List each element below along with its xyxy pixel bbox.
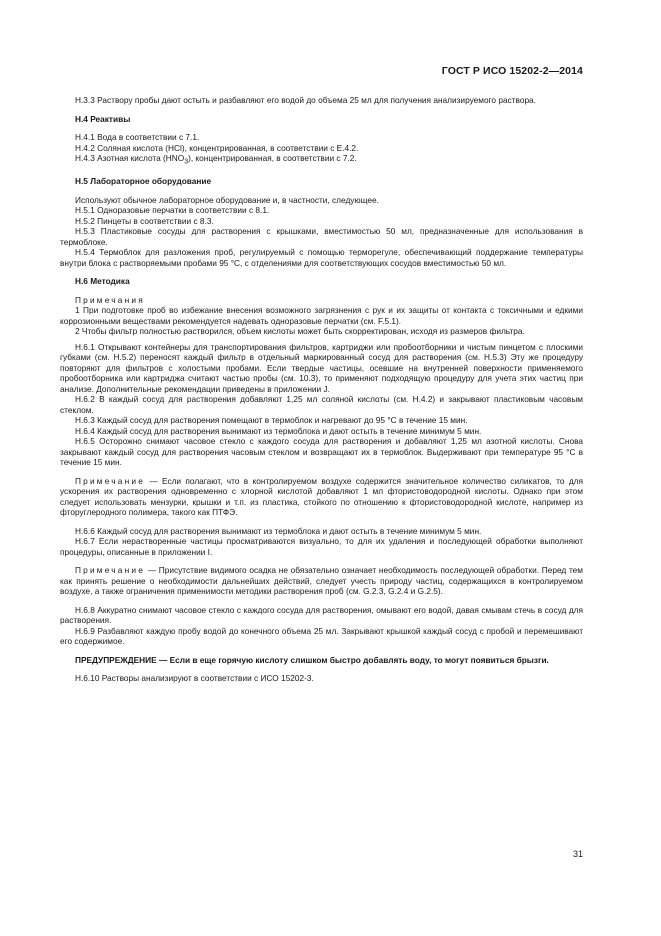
section-h-5-heading: Н.5 Лабораторное оборудование: [75, 176, 212, 187]
equipment-intro: Используют обычное лабораторное оборудование и, в частности, следующее.: [75, 194, 379, 205]
clause-h-5-4: Н.5.4 Термоблок для разложения проб, регулируемый с помощью терморегуле, обеспечивающий поддержание температуры внутри блока с растворяемыми пробами 95 °С, с отделениями для соответствующих сосудов вместимостью 50 мл.: [60, 247, 583, 268]
note-2: 2 Чтобы фильтр полностью растворился, объем кислоты может быть скорректирован, исходя из размеров фильтра.: [75, 326, 525, 337]
note-text: — Если полагают, что в контролируемом воздухе содержится значительное количество силикатов, то для ускорения их растворения одновременно с хлорной кислотой добавляют 1 мл фтористоводородной кислоты. Однако при этом следует использовать мензурки, крышки и т.п. из пластика, стойкого по отношению к фтористоводородной кислоте, например из фторуглеродного полимера, такого как ПТФЭ.: [60, 475, 583, 518]
clause-h-6-4: Н.6.4 Каждый сосуд для растворения вынимают из термоблока и дают остыть в течение минимум 5 мин.: [75, 425, 482, 436]
clause-h-6-7: Н.6.7 Если нерастворенные частицы просматриваются визуально, то для их удаления и последующей обработки выполняют процедуры, описанные в приложении I.: [60, 536, 583, 557]
clause-h-6-9: Н.6.9 Разбавляют каждую пробу водой до конечного объема 25 мл. Закрывают крышкой каждый сосуд с пробой и перемешивают его содержимое.: [60, 625, 583, 647]
clause-h-4-3-text: Н.4.3 Азотная кислота (HNO: [75, 153, 185, 163]
section-h-4-heading: Н.4 Реактивы: [75, 113, 131, 124]
clause-h-4-1: Н.4.1 Вода в соответствии с 7.1.: [75, 132, 200, 142]
note-text: — Присутствие видимого осадка не обязательно означает необходимость последующей обработки. Перед тем как принять решение о необходимости дальнейших действий, следует учесть природу частиц, содержащихся в контролируемом воздухе, а также ограничения применимости методики растворения проб (см. G.2.3, G.2.4 и G.2.5).: [60, 565, 583, 597]
note-1: 1 При подготовке проб во избежание внесения возможного загрязнения с рук и их защиты от контакта с токсичными и едкими коррозионными веществами рекомендуется надевать одноразовые перчатки (см. F.5.1).: [60, 305, 583, 326]
clause-h-3-3: Н.3.3 Раствору пробы дают остыть и разбавляют его водой до объема 25 мл для получения анализируемого раствора.: [75, 95, 536, 105]
document-body: [60, 95, 583, 684]
clause-h-6-10: Н.6.10 Растворы анализируют в соответствии с ИСО 15202-3.: [75, 673, 314, 684]
clause-h-6-2: Н.6.2 В каждый сосуд для растворения добавляют 1,25 мл соляной кислоты (см. Н.4.2) и закрывают пластиковым часовым стеклом.: [60, 394, 583, 415]
clause-h-6-3: Н.6.3 Каждый сосуд для растворения помещают в термоблок и нагревают до 95 °С в течение 15 мин.: [75, 415, 468, 426]
clause-h-6-1: Н.6.1 Открывают контейнеры для транспортирования фильтров, картриджи или пробоотборники и чистым пинцетом с плоскими губками (см. Н.5.2) переносят каждый фильтр в отдельный маркированный сосуд для растворения (см. Н.5.3) Эту же процедуру повторяют для фильтров с холостыми пробами. Если твердые частицы, осевшие на внутренней поверхности применяемого пробоотборника или картриджа считают частью пробы (см. 10.3), то применяют подходящую процедуру для учета этих частиц при анализе. Дополнительные рекомендации приведены в приложении J.: [60, 341, 583, 394]
clause-h-6-5: Н.6.5 Осторожно снимают часовое стекло с каждого сосуда для растворения и добавляют 1,25 мл азотной кислоты. Снова закрывают каждый сосуд для растворения часовым стеклом и возвращают их в термоблок. Выдерживают при температуре 95 °С в течение 15 мин.: [60, 436, 583, 468]
page-number: 31: [572, 849, 583, 859]
warning: ПРЕДУПРЕЖДЕНИЕ — Если в еще горячую кислоту слишком быстро добавлять воду, то могут появиться брызги.: [75, 654, 549, 665]
clause-h-6-6: Н.6.6 Каждый сосуд для растворения вынимают из термоблока и дают остыть в течение минимум 5 мин.: [75, 525, 482, 536]
clause-h-4-3-text-end: ), концентрированная, в соответствии с 7.2.: [188, 153, 357, 163]
clause-h-4-3: [60, 153, 583, 168]
note-label: Примечание: [75, 565, 146, 576]
clause-h-5-2: Н.5.2 Пинцеты в соответствии с 8.3.: [75, 215, 214, 226]
clause-h-5-1: Н.5.1 Одноразовые перчатки в соответствии с 8.1.: [75, 205, 270, 216]
clause-h-4-2: Н.4.2 Соляная кислота (HCl), концентрированная, в соответствии с Е.4.2.: [75, 142, 359, 153]
clause-h-5-3: Н.5.3 Пластиковые сосуды для растворения с крышками, вместимостью 50 мл, предназначенные для использования в термоблоке.: [60, 226, 583, 247]
section-h-6-heading: Н.6 Методика: [75, 276, 130, 287]
clause-h-6-8: Н.6.8 Аккуратно снимают часовое стекло с каждого сосуда для растворения, омывают его водой, давая смывам стечь в сосуд для растворения.: [60, 604, 583, 626]
note-label: Примечание: [75, 475, 146, 486]
note-sediment: [60, 565, 583, 597]
subscript: 3: [184, 158, 189, 166]
note-silicates: [60, 476, 583, 518]
document-header: ГОСТ Р ИСО 15202-2—2014: [441, 65, 583, 77]
notes-label: Примечания: [75, 294, 145, 305]
